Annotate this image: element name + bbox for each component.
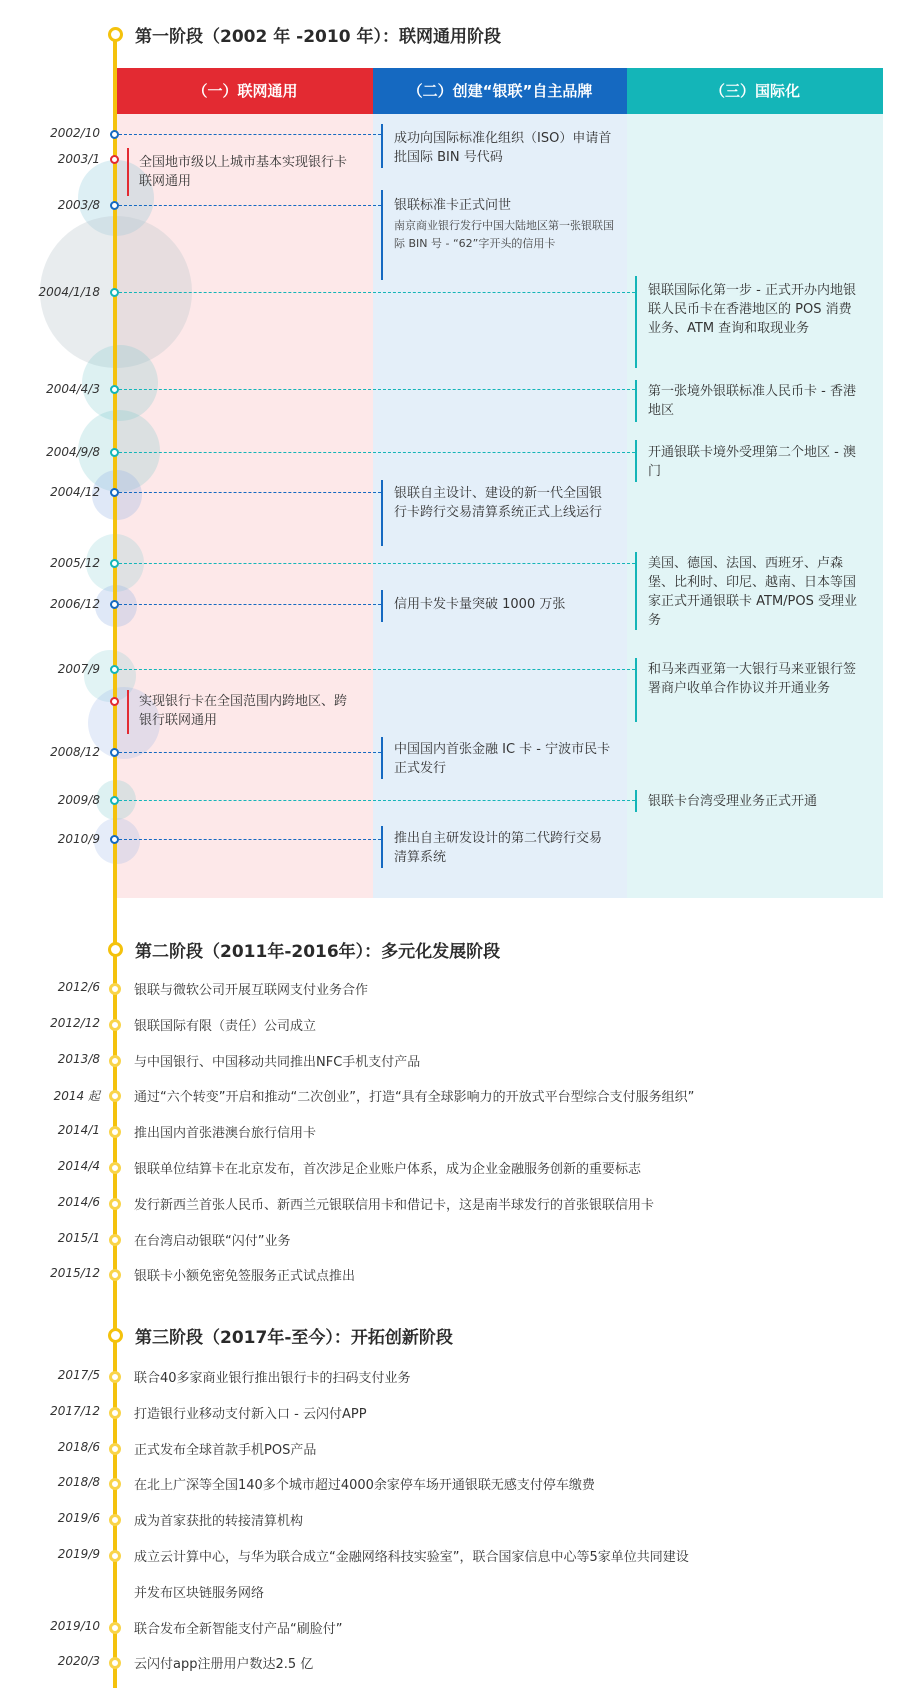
event-text: 打造银行业移动支付新入口 - 云闪付APP <box>134 1406 367 1422</box>
event-bar <box>635 276 637 368</box>
event-text: 开通银联卡境外受理第二个地区 - 澳门 <box>648 445 856 479</box>
event-date: 2012/6 <box>57 980 100 994</box>
event-text: 推出自主研发设计的第二代跨行交易清算系统 <box>394 831 603 865</box>
event-bar <box>381 737 383 779</box>
event-text: 发行新西兰首张人民币、新西兰元银联信用卡和借记卡，这是南半球发行的首张银联信用卡 <box>134 1197 655 1213</box>
event-date: 2017/12 <box>50 1403 100 1418</box>
event-text: 并发布区块链服务网络 <box>134 1585 265 1601</box>
event-connector <box>119 839 381 840</box>
event-date: 2015/1 <box>57 1230 100 1245</box>
event-connector <box>119 492 381 493</box>
event-text: 银联卡台湾受理业务正式开通 <box>648 794 818 809</box>
event-marker <box>110 488 119 497</box>
event-bar <box>381 124 383 168</box>
event-date: 2009/8 <box>57 793 100 807</box>
event-date: 2015/12 <box>50 1266 100 1281</box>
event-date: 2013/8 <box>57 1051 100 1066</box>
event-marker <box>109 1371 121 1383</box>
event-date: 2003/1 <box>57 152 100 166</box>
event-text: 云闪付app注册用户数达2.5 亿 <box>134 1657 314 1673</box>
event-text: 与中国银行、中国移动共同推出NFC手机支付产品 <box>134 1054 421 1070</box>
event-text: 推出国内首张港澳台旅行信用卡 <box>134 1126 317 1142</box>
event-marker <box>109 1126 121 1138</box>
event-marker <box>110 600 119 609</box>
event-marker <box>109 1269 121 1281</box>
column-bg-international <box>627 106 883 898</box>
event-date: 2004/1/18 <box>38 285 100 299</box>
event-text: 正式发布全球首款手机POS产品 <box>134 1442 317 1458</box>
event-date: 2019/6 <box>57 1511 100 1526</box>
event-text: 银联单位结算卡在北京发布，首次涉足企业账户体系，成为企业金融服务创新的重要标志 <box>134 1162 642 1177</box>
event-marker <box>110 155 119 164</box>
event-date: 2019/9 <box>57 1547 100 1561</box>
event-connector <box>119 563 635 564</box>
event-marker <box>109 1090 121 1102</box>
event-marker <box>109 1657 121 1669</box>
event-marker <box>109 983 121 995</box>
event-bar <box>381 190 383 280</box>
event-date: 2008/12 <box>50 745 100 759</box>
event-connector <box>119 292 635 293</box>
event-marker <box>110 130 119 139</box>
event-marker <box>110 559 119 568</box>
event-date: 2018/8 <box>57 1475 100 1490</box>
event-text: 银联与微软公司开展互联网支付业务合作 <box>134 983 369 998</box>
event-marker <box>109 1443 121 1455</box>
event-date: 2012/12 <box>50 1015 100 1030</box>
stage-marker <box>108 27 123 42</box>
event-bar <box>635 790 637 812</box>
event-text: 通过“六个转变”开启和推动“二次创业”，打造“具有全球影响力的开放式平台型综合支付服务组织” <box>134 1090 695 1106</box>
event-marker <box>110 448 119 457</box>
event-text: 在北上广深等全国140多个城市超过4000余家停车场开通银联无感支付停车缴费 <box>134 1478 595 1494</box>
event-date: 2018/6 <box>57 1439 100 1454</box>
event-marker <box>109 1019 121 1031</box>
event-marker <box>110 288 119 297</box>
event-date: 2007/9 <box>57 662 100 676</box>
event-marker <box>109 1407 121 1419</box>
event-date: 2004/4/3 <box>46 382 100 396</box>
event-marker <box>110 748 119 757</box>
event-text: 美国、德国、法国、西班牙、卢森堡、比利时、印尼、越南、日本等国家正式开通银联卡 ATM/POS 受理业务 <box>648 556 858 628</box>
event-marker <box>109 1198 121 1210</box>
event-date: 2014 起 <box>53 1089 100 1104</box>
event-text: 和马来西亚第一大银行马来亚银行签署商户收单合作协议并开通业务 <box>648 662 857 696</box>
event-text: 成功向国际标准化组织（ISO）申请首批国际 BIN 号代码 <box>394 131 612 165</box>
event-text: 第一张境外银联标准人民币卡 - 香港地区 <box>648 384 856 418</box>
event-text: 联合发布全新智能支付产品“刷脸付” <box>134 1621 343 1637</box>
stage-marker <box>108 942 123 957</box>
event-connector <box>119 752 381 753</box>
event-date: 2010/9 <box>57 832 100 846</box>
event-bar <box>381 480 383 546</box>
event-marker <box>110 697 119 706</box>
event-text: 成立云计算中心，与华为联合成立“金融网络科技实验室”，联合国家信息中心等5家单位共同建设 <box>134 1550 689 1565</box>
event-connector <box>119 604 381 605</box>
event-text: 信用卡发卡量突破 1000 万张 <box>394 597 566 612</box>
stage-marker <box>108 1328 123 1343</box>
timeline-spine <box>113 33 117 1688</box>
event-connector <box>119 134 381 135</box>
event-marker <box>109 1055 121 1067</box>
event-connector <box>119 389 635 390</box>
event-bar <box>381 826 383 868</box>
event-date: 2020/3 <box>57 1654 100 1669</box>
event-date: 2004/9/8 <box>46 445 100 459</box>
event-connector <box>119 205 381 206</box>
event-bar <box>127 148 129 196</box>
event-text: 银联自主设计、建设的新一代全国银行卡跨行交易清算系统正式上线运行 <box>394 486 603 520</box>
event-text: 银联国际有限（责任）公司成立 <box>134 1018 317 1034</box>
event-connector <box>119 669 635 670</box>
event-text: 银联卡小额免密免签服务正式试点推出 <box>134 1269 356 1285</box>
event-connector <box>119 452 635 453</box>
stage-title-1: 第一阶段（2002 年 -2010 年）：联网通用阶段 <box>135 27 501 47</box>
stage-title-3: 第三阶段（2017年-至今）：开拓创新阶段 <box>135 1328 453 1348</box>
column-header-network: （一）联网通用 <box>117 68 373 114</box>
event-connector <box>119 800 635 801</box>
event-marker <box>109 1514 121 1526</box>
event-marker <box>110 665 119 674</box>
event-text: 银联国际化第一步 - 正式开办内地银联人民币卡在香港地区的 POS 消费业务、ATM 查询和取现业务 <box>648 283 856 336</box>
event-text: 中国国内首张金融 IC 卡 - 宁波市民卡正式发行 <box>394 742 611 776</box>
event-subtext: 南京商业银行发行中国大陆地区第一张银联国际 BIN 号 - “62”字开头的信用卡 <box>394 219 614 250</box>
event-date: 2006/12 <box>50 597 100 611</box>
stage-title-2: 第二阶段（2011年-2016年）：多元化发展阶段 <box>135 942 501 962</box>
event-date: 2014/1 <box>57 1123 100 1138</box>
event-bar <box>381 590 383 622</box>
event-date: 2019/10 <box>50 1618 100 1633</box>
event-marker <box>109 1162 121 1174</box>
event-text <box>394 196 614 253</box>
event-text: 全国地市级以上城市基本实现银行卡联网通用 <box>139 155 348 189</box>
event-bar <box>635 658 637 722</box>
column-header-international: （三）国际化 <box>627 68 883 114</box>
event-bar <box>635 440 637 482</box>
event-marker <box>110 201 119 210</box>
event-bar <box>635 380 637 422</box>
event-text: 实现银行卡在全国范围内跨地区、跨银行联网通用 <box>139 694 348 728</box>
event-date: 2017/5 <box>57 1368 100 1382</box>
event-bar <box>635 552 637 630</box>
event-text: 成为首家获批的转接清算机构 <box>134 1514 304 1530</box>
event-date: 2004/12 <box>50 485 100 499</box>
event-marker <box>109 1550 121 1562</box>
event-date: 2005/12 <box>50 556 100 570</box>
event-date: 2002/10 <box>50 126 100 140</box>
event-text: 联合40多家商业银行推出银行卡的扫码支付业务 <box>134 1371 411 1386</box>
event-bar <box>127 690 129 734</box>
event-marker <box>109 1622 121 1634</box>
event-marker <box>110 385 119 394</box>
event-marker <box>109 1478 121 1490</box>
column-bg-network <box>117 106 373 898</box>
event-text: 在台湾启动银联“闪付”业务 <box>134 1233 291 1249</box>
event-marker <box>110 796 119 805</box>
event-date: 2014/6 <box>57 1194 100 1209</box>
event-date: 2014/4 <box>57 1159 100 1173</box>
event-date: 2003/8 <box>57 198 100 212</box>
event-title: 银联标准卡正式问世 <box>394 198 512 213</box>
column-header-brand: （二）创建“银联”自主品牌 <box>373 68 627 114</box>
event-marker <box>110 835 119 844</box>
event-marker <box>109 1234 121 1246</box>
